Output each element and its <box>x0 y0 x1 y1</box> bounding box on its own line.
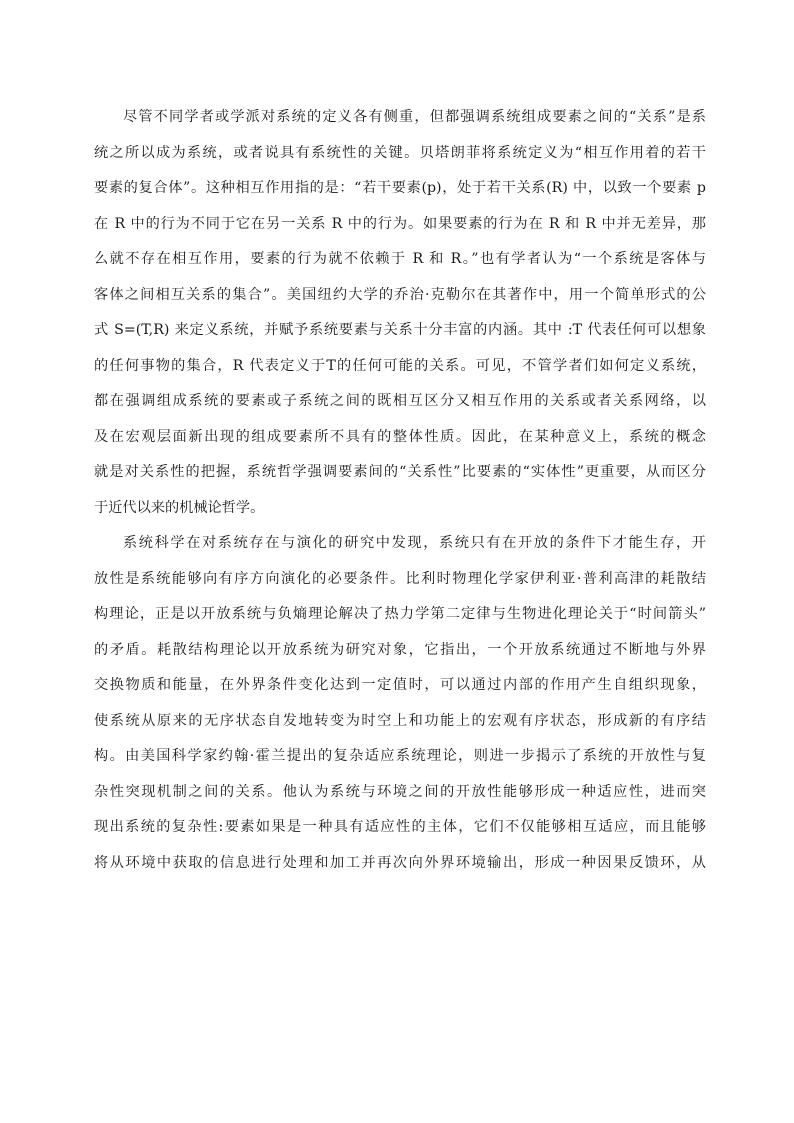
paragraph-2-line-7: 构。由美国科学家约翰·霍兰提出的复杂适应系统理论，则进一步揭示了系统的开放性与复 <box>94 748 706 764</box>
paragraph-1-line-12: 于近代以来的机械论哲学。 <box>94 499 265 516</box>
paragraph-1-line-3: 要素的复合体”。这种相互作用指的是：“若干要素(p)，处于若干关系(R) 中，以致一个要素 p <box>94 180 706 196</box>
paragraph-1-line-9: 都在强调组成系统的要素或子系统之间的既相互区分又相互作用的关系或者关系网络，以 <box>94 393 706 409</box>
paragraph-2-line-4: 的矛盾。耗散结构理论以开放系统为研究对象，它指出，一个开放系统通过不断地与外界 <box>94 641 706 658</box>
paragraph-1-line-7: 式 S=(T,R) 来定义系统，并赋予系统要素与关系十分丰富的内涵。其中 :T 代表任何可以想象 <box>94 322 706 338</box>
paragraph-2-line-9: 现出系统的复杂性:要素如果是一种具有适应性的主体，它们不仅能够相互适应，而且能够 <box>94 819 706 835</box>
paragraph-2-line-6: 使系统从原来的无序状态自发地转变为时空上和功能上的宏观有序状态，形成新的有序结 <box>94 712 706 729</box>
paragraph-2-line-8: 杂性突现机制之间的关系。他认为系统与环境之间的开放性能够形成一种适应性，进而突 <box>94 783 706 800</box>
paragraph-1-line-4: 在 R 中的行为不同于它在另一关系 R 中的行为。如果要素的行为在 R 和 R 中并无差异，那 <box>94 215 706 232</box>
paragraph-1-line-10: 及在宏观层面新出现的组成要素所不具有的整体性质。因此，在某种意义上，系统的概念 <box>94 428 706 445</box>
paragraph-1-line-5: 么就不存在相互作用，要素的行为就不依赖于 R 和 R。”也有学者认为“一个系统是客体与 <box>94 251 706 267</box>
paragraph-2-line-3: 构理论，正是以开放系统与负熵理论解决了热力学第二定律与生物进化理论关于“时间箭头” <box>94 606 706 622</box>
paragraph-1-line-8: 的任何事物的集合，R 代表定义于T的任何可能的关系。可见，不管学者们如何定义系统， <box>94 357 706 374</box>
body-text <box>94 100 706 881</box>
paragraph-2-line-5: 交换物质和能量，在外界条件变化达到一定值时，可以通过内部的作用产生自组织现象， <box>94 677 706 693</box>
paragraph-2-line-2: 放性是系统能够向有序方向演化的必要条件。比利时物理化学家伊利亚·普利高津的耗散结 <box>94 570 706 587</box>
paragraph-1-line-11: 就是对关系性的把握，系统哲学强调要素间的“关系性”比要素的“实体性”更重要，从而区分 <box>94 464 706 480</box>
paragraph-1-line-6: 客体之间相互关系的集合”。美国纽约大学的乔治·克勒尔在其著作中，用一个简单形式的公 <box>94 286 706 303</box>
paragraph-1-line-2: 统之所以成为系统，或者说具有系统性的关键。贝塔朗菲将系统定义为“相互作用着的若干 <box>94 144 706 161</box>
paragraph-1-line-1: 尽管不同学者或学派对系统的定义各有侧重，但都强调系统组成要素之间的“关系”是系 <box>123 109 706 125</box>
paragraph-2-line-10: 将从环境中获取的信息进行处理和加工并再次向外界环境输出，形成一种因果反馈环，从 <box>94 854 706 871</box>
paragraph-2-line-1: 系统科学在对系统存在与演化的研究中发现，系统只有在开放的条件下才能生存，开 <box>123 535 706 551</box>
